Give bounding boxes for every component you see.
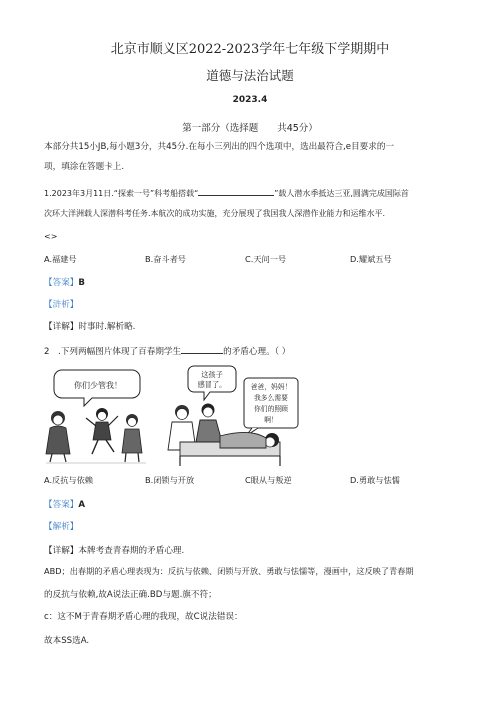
q1-paren: <> xyxy=(44,232,58,241)
q1-option-d: D.耀斌五号 xyxy=(350,254,392,264)
q2-stem xyxy=(44,344,290,357)
q1-stem-line-2: 次环大洋洲载人深潜科考任务.本航次的成功实施，充分展现了我国我人深潜作业能力和运维水平. xyxy=(44,209,386,218)
q1-answer-label: 【答案】 xyxy=(44,278,79,288)
q2-option-d: D.勇敢与怯懦 xyxy=(350,475,400,485)
intro-line-2: 项，填涂在答题卡上. xyxy=(44,162,125,172)
q1-detail-text: 时事时.解析略. xyxy=(78,322,136,332)
q2-detail-label: 【详解】 xyxy=(44,546,79,556)
q2-option-a: A.反抗与依赖 xyxy=(44,475,93,485)
q2-answer-value: A xyxy=(78,500,86,510)
cartoon-right-bubble-6: 啊！ xyxy=(264,416,278,424)
q1-analysis-label: 【浒析】 xyxy=(44,300,79,310)
q2-conclusion: 故本SS选A. xyxy=(44,636,90,646)
intro-line-1: 本部分共15小JB,每小题3分，共45分.在每小三列出的四个选项中，选出最符合,e目要求的一 xyxy=(44,142,395,152)
q1-answer-value: B xyxy=(78,278,85,288)
q1-blank xyxy=(198,186,274,196)
cartoon-left-illustration xyxy=(40,366,148,466)
part-heading: 第一部分（选择题 共45分） xyxy=(182,123,318,134)
exam-date: 2023.4 xyxy=(232,95,268,105)
q1-detail xyxy=(44,320,135,332)
q1-option-c: C.天问一号 xyxy=(245,254,287,264)
q1-stem xyxy=(44,186,409,199)
cartoon-left-bubble-text: 你们少管我！ xyxy=(74,381,122,390)
cartoon-right-bubble-1: 这孩子 xyxy=(201,370,223,379)
q2-detail xyxy=(44,544,184,556)
cartoon-right-bubble-2: 感冒了。 xyxy=(197,380,227,389)
q2-analysis-c-line: c：这不M于青春期矛盾心理的我现，故C说法错误： xyxy=(44,612,243,622)
cartoon-right-illustration xyxy=(160,364,300,468)
q2-detail-text: 本牌考查青春期的矛盾心理. xyxy=(78,546,185,556)
q1-detail-label: 【详解】 xyxy=(44,322,79,332)
q1-answer xyxy=(44,276,85,288)
cartoon-right-bubble-5: 你们的照顾 xyxy=(254,405,288,413)
q2-option-c: C眼从与叛逆 xyxy=(245,475,292,485)
q1-option-b: B.奋斗者号 xyxy=(145,254,186,264)
q2-stem-a: 2 .下列两幅图片体现了百春期学生 xyxy=(44,347,182,357)
q2-answer-label: 【答案】 xyxy=(44,500,79,510)
q2-analysis-abd-line-2: 的反抗与依赖,故A说法正确.BD与题.旗不符； xyxy=(44,590,217,600)
cartoon-right-bubble-4: 我多么需要 xyxy=(254,394,288,402)
q2-blank xyxy=(181,344,223,354)
q2-answer xyxy=(44,498,85,510)
q1-stem-b: ”载人潜水季抵达三亚,圆满完成国际首 xyxy=(274,189,409,198)
q2-analysis-label: 【解析】 xyxy=(44,522,79,532)
exam-title: 北京市顺义区2022-2023学年七年级下学期期中 xyxy=(110,42,390,57)
q2-option-b: B.闭锁与开放 xyxy=(145,475,195,485)
cartoon-right-bubble-3: 爸爸，妈妈！ xyxy=(250,383,292,391)
q1-stem-a: 1.2023年3月11日.“探索一号”科考船搭载“ xyxy=(44,189,199,198)
exam-subtitle: 道德与法治试题 xyxy=(206,68,294,83)
q2-analysis-abd-line-1: ABD；出春期的矛盾心理表现为：反抗与依赖、闭锁与开放、勇敢与怯懦等，漫画中，这反映了青春期 xyxy=(44,566,414,576)
q1-option-a: A.福建号 xyxy=(44,254,77,264)
q2-stem-b: 的矛盾心理。（ ） xyxy=(223,347,291,357)
